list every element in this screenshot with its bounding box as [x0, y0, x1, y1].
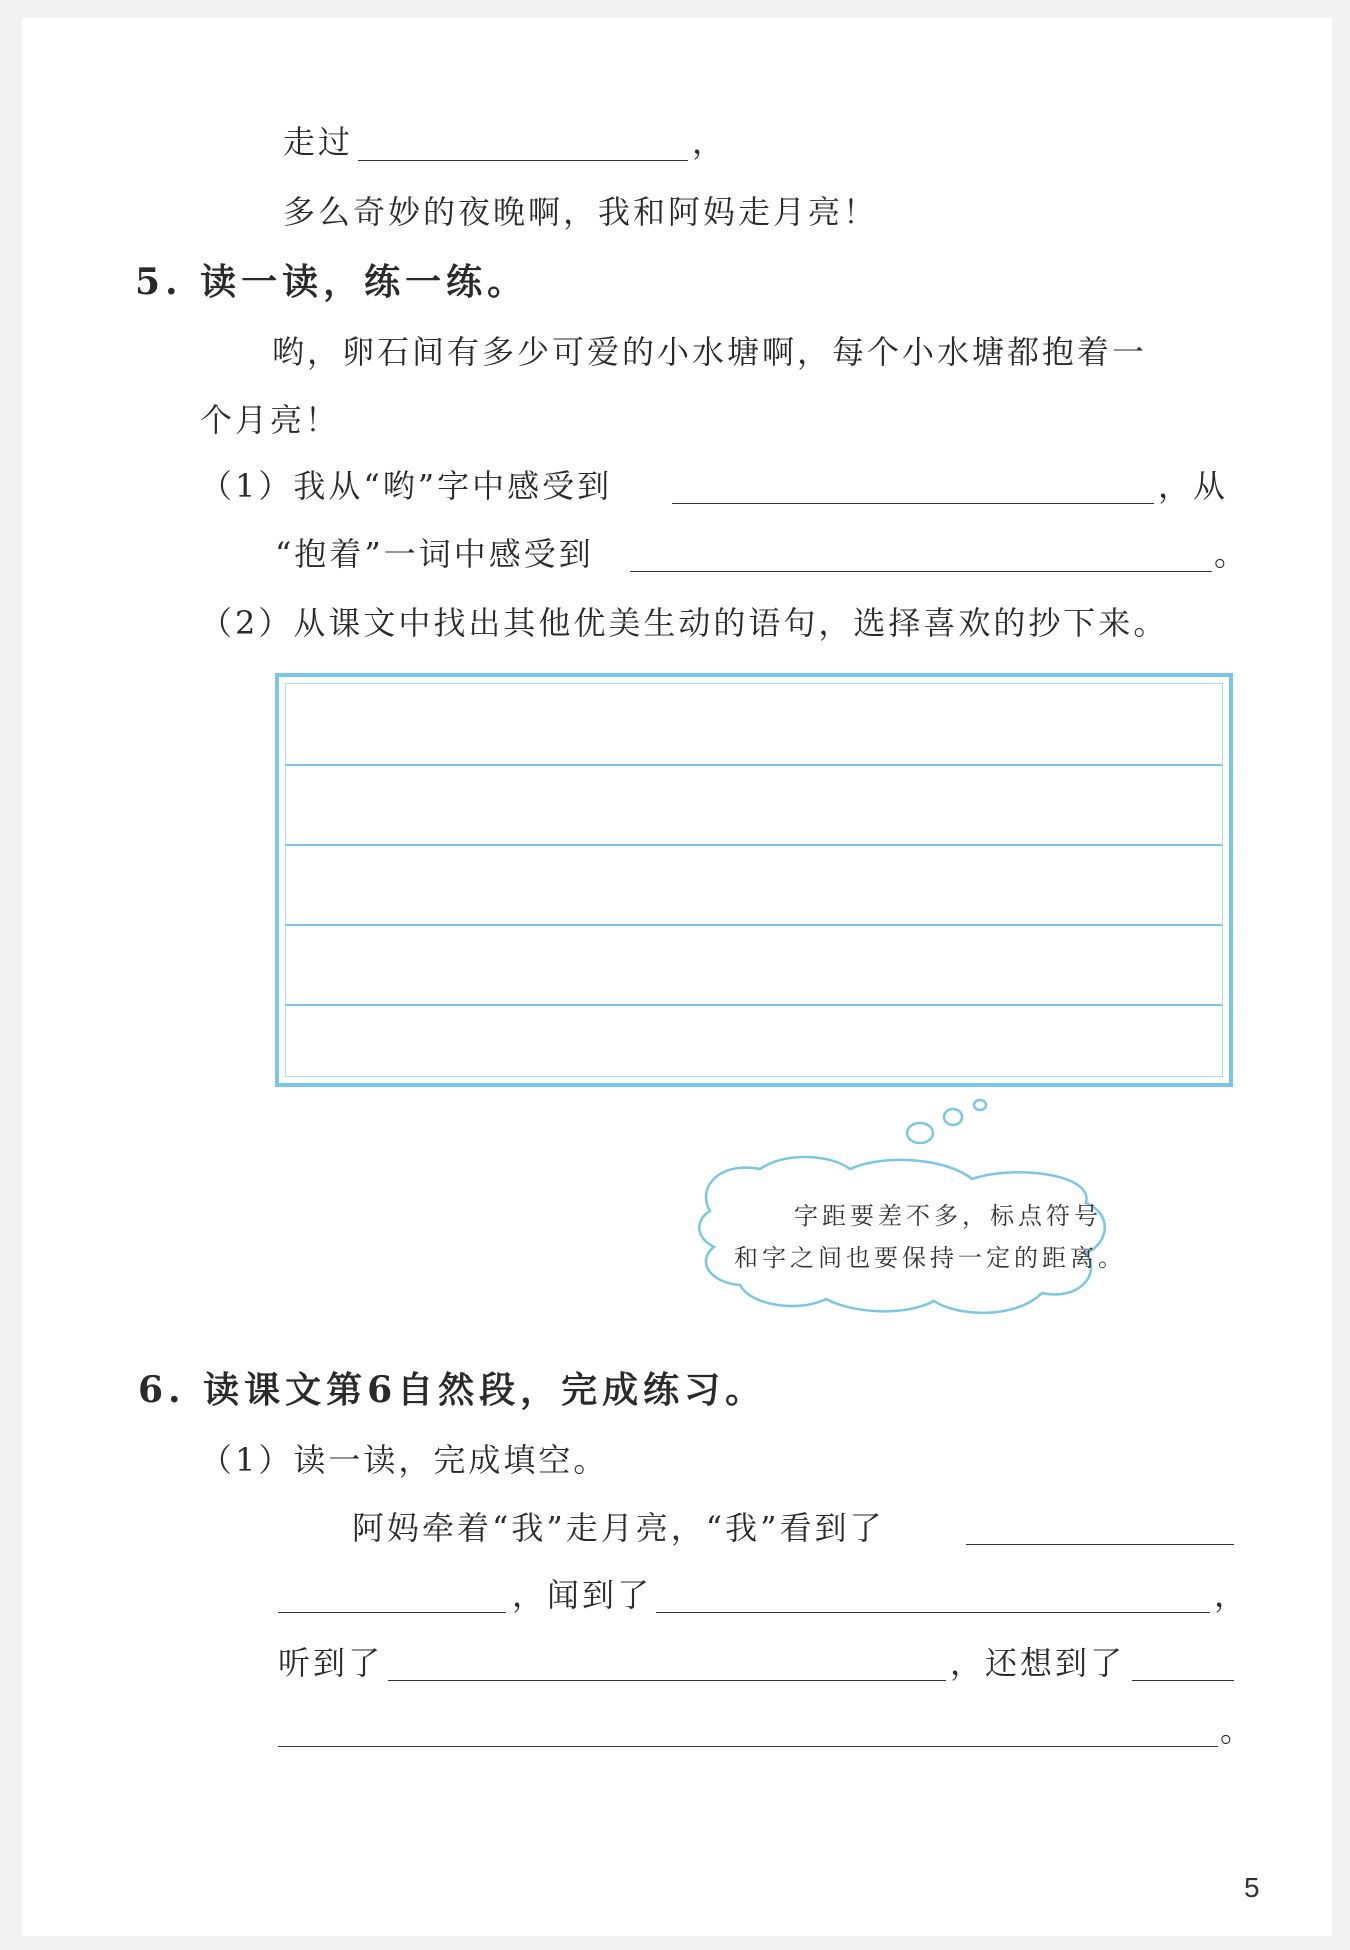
writing-line — [286, 844, 1222, 846]
section6-line4-end: 。 — [1220, 1711, 1256, 1749]
q1-blank-1[interactable] — [672, 503, 1154, 504]
section5-q1-text: （1）我从“哟”字中感受到 — [200, 467, 613, 505]
tip-line2: 和字之间也要保持一定的距离。 — [734, 1244, 1126, 1272]
section5-passage-line1: 哟，卵石间有多少可爱的小水塘啊，每个小水塘都抱着一 — [272, 333, 1148, 371]
poem-line1-prefix: 走过 — [283, 123, 354, 161]
section6-line3-text: 听到了 — [278, 1644, 384, 1682]
section5-q1-end: 。 — [1214, 535, 1250, 573]
poem-line1-suffix: ， — [692, 123, 728, 161]
tip-line1: 字距要差不多，标点符号 — [794, 1202, 1102, 1230]
section6-line2-end: ， — [1214, 1576, 1250, 1614]
writing-line — [286, 924, 1222, 926]
poem-line2: 多么奇妙的夜晚啊，我和阿妈走月亮！ — [283, 193, 879, 231]
section6-line1-text: 阿妈牵着“我”走月亮，“我”看到了 — [352, 1509, 885, 1547]
section5-passage-line2: 个月亮！ — [200, 401, 341, 439]
heard-blank[interactable] — [388, 1680, 946, 1681]
section6-line3-text-2: ，还想到了 — [950, 1644, 1126, 1682]
thought-blank-2[interactable] — [278, 1746, 1218, 1747]
saw-blank-2[interactable] — [278, 1612, 506, 1613]
section5-q1-text-2: “抱着”一词中感受到 — [275, 535, 594, 573]
page-number: 5 — [1244, 1872, 1260, 1903]
thought-blank-1[interactable] — [1132, 1680, 1234, 1681]
saw-blank-1[interactable] — [966, 1544, 1234, 1545]
copy-box-inner-frame — [285, 683, 1223, 1077]
poem-blank[interactable] — [358, 160, 688, 161]
q1-blank-2[interactable] — [630, 571, 1212, 572]
writing-line — [286, 764, 1222, 766]
section5-title: 5. 读一读，练一练。 — [135, 261, 529, 303]
section6-line2-text: ，闻到了 — [512, 1576, 653, 1614]
section5-q2-text: （2）从课文中找出其他优美生动的语句，选择喜欢的抄下来。 — [200, 604, 1169, 642]
smelled-blank[interactable] — [656, 1612, 1210, 1613]
copy-writing-box[interactable] — [275, 673, 1233, 1087]
section6-title: 6. 读课文第6自然段，完成练习。 — [138, 1369, 767, 1411]
writing-line — [286, 1004, 1222, 1006]
section5-q1-connector: ，从 — [1158, 467, 1229, 505]
section6-q1-text: （1）读一读，完成填空。 — [200, 1441, 609, 1479]
